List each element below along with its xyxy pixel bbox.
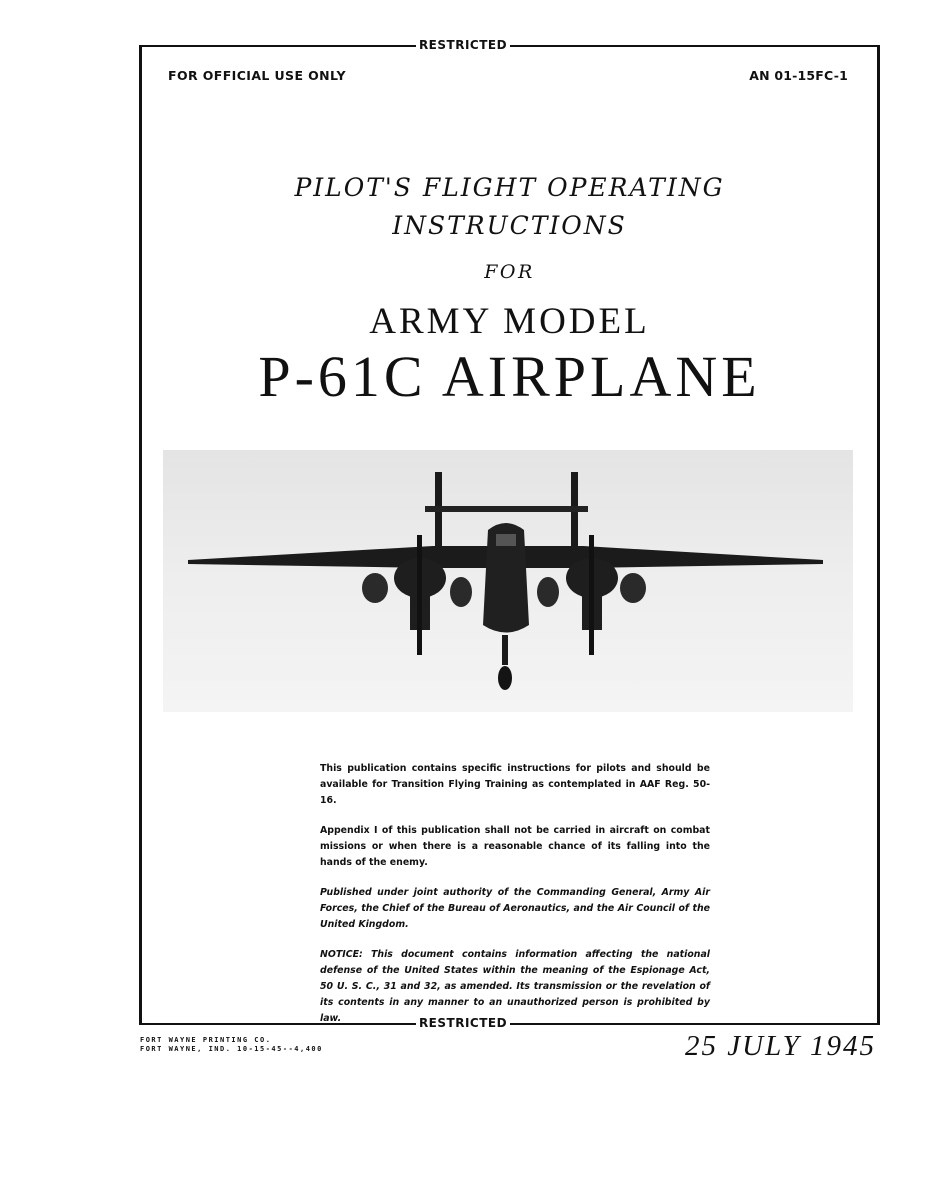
airplane-illustration [163, 450, 853, 712]
title-line-4: ARMY MODEL [369, 301, 650, 342]
restricted-marking-bottom: RESTRICTED [0, 1016, 926, 1030]
title-aircraft-model: P-61C AIRPLANE [258, 344, 761, 409]
notice-paragraph-distribution: This publication contains specific instructions for pilots and should be available for Transition Flying Training as contemplated in AAF Reg. 50-16. [320, 763, 710, 806]
document-number: AN 01-15FC-1 [749, 68, 848, 83]
printer-line-2: FORT WAYNE, IND. 10-15-45--4,400 [140, 1045, 323, 1053]
title-line-3: FOR [484, 261, 535, 283]
notice-paragraph-espionage: NOTICE: This document contains information affecting the national defense of the United States within the meaning of the Espionage Act, 50 U. S. C., 31 and 32, as amended. Its transmission or the revelation of its contents in any manner to an unauthorized person is prohibited by law. [320, 949, 710, 1024]
aircraft-photo [163, 450, 853, 712]
notice-paragraph-authority: Published under joint authority of the Commanding General, Army Air Forces, the Chief of the Bureau of Aeronautics, and the Air Council of the United Kingdom. [320, 887, 710, 930]
official-use-label: FOR OFFICIAL USE ONLY [168, 68, 346, 83]
title-line-2: INSTRUCTIONS [392, 211, 627, 240]
printer-imprint [140, 1036, 323, 1054]
title-line-1: PILOT'S FLIGHT OPERATING [294, 173, 725, 202]
notice-block [320, 761, 710, 1041]
notice-paragraph-appendix: Appendix I of this publication shall not be carried in aircraft on combat missions or when there is a reasonable chance of its falling into the hands of the enemy. [320, 825, 710, 868]
printer-line-1: FORT WAYNE PRINTING CO. [140, 1036, 272, 1044]
publication-date: 25 JULY 1945 [685, 1030, 876, 1062]
restricted-marking-top: RESTRICTED [0, 38, 926, 52]
